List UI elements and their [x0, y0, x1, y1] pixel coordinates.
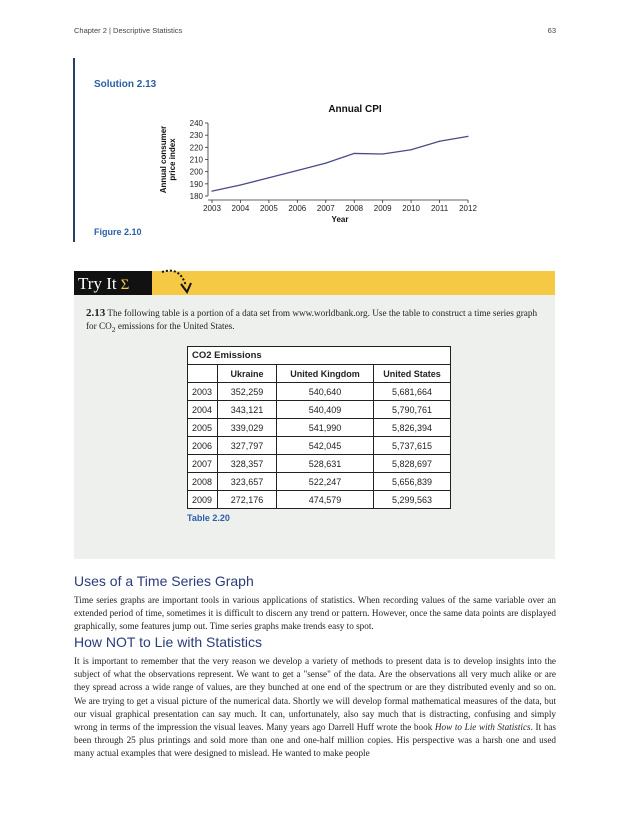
value-cell: 5,826,394 [374, 419, 451, 437]
solution-title: Solution 2.13 [94, 79, 157, 90]
section-heading-how-not: How NOT to Lie with Statistics [74, 634, 263, 650]
solution-side-bar [73, 58, 75, 242]
value-cell: 343,121 [218, 401, 277, 419]
year-cell: 2004 [188, 401, 218, 419]
data-point [240, 184, 241, 185]
value-cell: 542,045 [277, 437, 374, 455]
data-point [382, 153, 383, 154]
table-row [188, 383, 451, 401]
table-header-row [188, 365, 451, 383]
y-tick-label: 230 [189, 131, 203, 141]
y-tick-label: 180 [189, 192, 203, 201]
value-cell: 5,737,615 [374, 437, 451, 455]
y-axis-label: Annual consumer [159, 125, 168, 194]
column-header: United States [374, 365, 451, 383]
chart-title: Annual CPI [328, 104, 382, 115]
value-cell: 5,681,664 [374, 383, 451, 401]
table-caption: Table 2.20 [187, 513, 230, 523]
y-tick-label: 190 [189, 179, 203, 189]
value-cell: 272,176 [218, 491, 277, 509]
data-point [411, 149, 412, 150]
section-heading-uses: Uses of a Time Series Graph [74, 573, 254, 589]
x-tick-label: 2012 [459, 204, 477, 213]
data-point [325, 163, 326, 164]
table-title: CO2 Emissions [188, 347, 451, 365]
x-tick-label: 2003 [203, 204, 221, 213]
try-it-label: Try It Σ [74, 271, 152, 297]
how-not-paragraph: It is important to remember that the very reason we develop a variety of methods to present data is to develop insights into the subject of what the observations represent. We want to get a "sense" of the data. Are the observations all very much alike or are they spread across a wide range of values, are they bunched at one end of the spectrum or are they distributed evenly and so on. We are trying to get a visual picture of the numerical data. Shortly we will develop formal mathematical measures of the data, but our visual graphical presentation can say much. It can, unfortunately, also say much that is distracting, confusing and simply wrong in terms of the impression the visual leaves. Many years ago Darrell Huff wrote the book How to Lie with Statistics. It has been through 25 plus printings and sold more than one and one-half million copies. His perspective was a harsh one and used many actual examples that were designed to mislead. He wanted to make people [74, 656, 557, 759]
year-cell: 2007 [188, 455, 218, 473]
value-cell: 522,247 [277, 473, 374, 491]
value-cell: 540,640 [277, 383, 374, 401]
y-axis-label: price index [168, 138, 177, 181]
value-cell: 541,990 [277, 419, 374, 437]
value-cell: 474,579 [277, 491, 374, 509]
uses-paragraph: Time series graphs are important tools in various applications of statistics. When recording values of the same variable over an extended period of time, sometimes it is difficult to discern any trend or pattern. However, once the same data points are displayed graphically, some features jump out. Time series graphs make trends easy to spot. [74, 595, 556, 632]
value-cell: 5,790,761 [374, 401, 451, 419]
curved-arrow-icon [158, 266, 194, 296]
value-cell: 323,657 [218, 473, 277, 491]
x-tick-label: 2006 [288, 204, 307, 213]
column-header: United Kingdom [277, 365, 374, 383]
column-header: Ukraine [218, 365, 277, 383]
table-row [188, 419, 451, 437]
cpi-series-line [212, 136, 468, 191]
page-number: 63 [547, 26, 556, 35]
table-row [188, 401, 451, 419]
y-tick-label: 220 [189, 143, 203, 153]
value-cell: 328,357 [218, 455, 277, 473]
x-axis-label: Year [331, 215, 349, 224]
value-cell: 528,631 [277, 455, 374, 473]
sigma-icon: Σ [120, 277, 130, 293]
y-tick-label: 200 [189, 167, 203, 177]
annual-cpi-chart [150, 98, 480, 230]
table-row [188, 455, 451, 473]
value-cell: 5,828,697 [374, 455, 451, 473]
value-cell: 5,656,839 [374, 473, 451, 491]
year-cell: 2003 [188, 383, 218, 401]
data-point [354, 153, 355, 154]
x-tick-label: 2005 [259, 204, 278, 213]
table-row [188, 491, 451, 509]
data-point [211, 191, 212, 192]
value-cell: 327,797 [218, 437, 277, 455]
year-cell: 2009 [188, 491, 218, 509]
data-point [467, 136, 468, 137]
value-cell: 540,409 [277, 401, 374, 419]
x-tick-label: 2007 [316, 204, 335, 213]
exercise-text: 2.13 The following table is a portion of a data set from www.worldbank.org. Use the table to construct a time series graph for $CO_2$ emissions for the United States. [86, 307, 538, 334]
year-cell: 2005 [188, 419, 218, 437]
table-row [188, 473, 451, 491]
x-tick-label: 2011 [430, 204, 449, 213]
data-point [439, 141, 440, 142]
table-row [188, 437, 451, 455]
value-cell: 339,029 [218, 419, 277, 437]
x-tick-label: 2004 [231, 204, 250, 213]
column-header [188, 365, 218, 383]
data-point [268, 177, 269, 178]
year-cell: 2006 [188, 437, 218, 455]
value-cell: 352,259 [218, 383, 277, 401]
y-tick-label: 210 [189, 155, 203, 165]
figure-caption: Figure 2.10 [94, 227, 142, 237]
book-title: How to Lie with Statistics [434, 722, 531, 733]
x-tick-label: 2010 [402, 204, 421, 213]
year-cell: 2008 [188, 473, 218, 491]
value-cell: 5,299,563 [374, 491, 451, 509]
running-header-chapter: Chapter 2 | Descriptive Statistics [74, 26, 183, 35]
co2-emissions-table [187, 346, 451, 509]
x-tick-label: 2008 [345, 204, 364, 213]
x-tick-label: 2009 [373, 204, 392, 213]
data-point [297, 170, 298, 171]
y-tick-label: 240 [189, 119, 203, 128]
